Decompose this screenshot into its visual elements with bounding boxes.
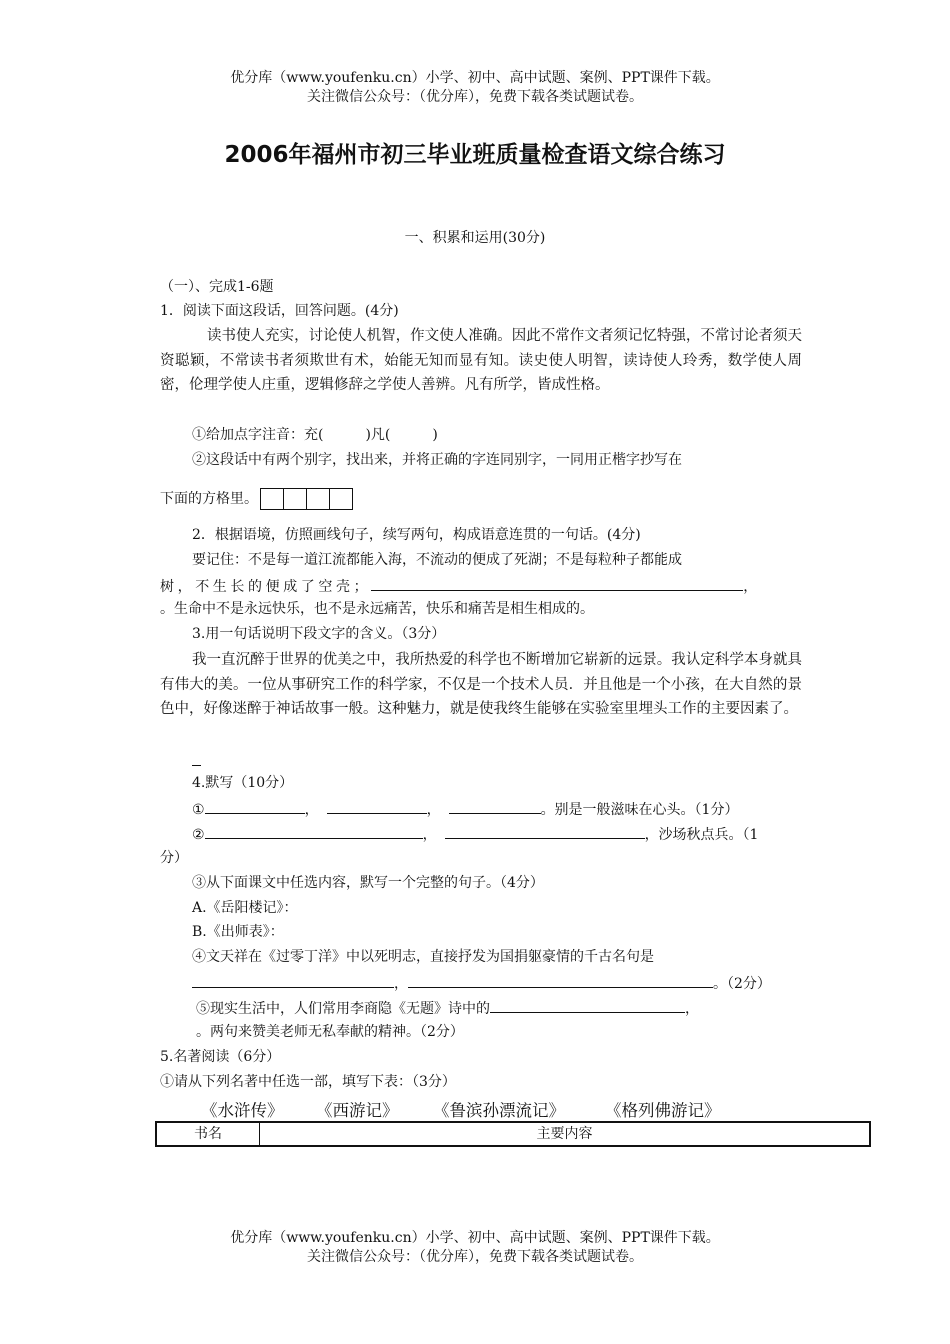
item-tail: 。别是一般滋味在心头。（1分）	[540, 802, 739, 818]
punctuation: ，	[426, 802, 441, 818]
punctuation: ，	[422, 827, 437, 843]
question-2-heading: 2．根据语境，仿照画线句子，续写两句，构成语意连贯的一句话。(4分)	[192, 527, 641, 543]
item-tail: 。（2分）	[713, 976, 771, 992]
punctuation: ，	[743, 579, 761, 595]
question-2-text: 树，不生长的便成了空壳；	[160, 579, 372, 595]
answer-blank[interactable]	[192, 972, 394, 988]
answer-blank[interactable]	[490, 997, 685, 1013]
book-title: 《格列佛游记》	[605, 1101, 721, 1120]
question-4-item-1	[192, 798, 738, 820]
answer-box[interactable]	[283, 488, 306, 510]
header-line-2: 关注微信公众号：（优分库），免费下载各类试题试卷。	[307, 89, 643, 105]
table-header-main-content: 主要内容	[536, 1126, 593, 1142]
book-title: 《西游记》	[316, 1101, 399, 1120]
question-3-heading: 3.用一句话说明下段文字的含义。（3分）	[192, 626, 446, 642]
question-4-item-3: ③从下面课文中任选内容，默写一个完整的句子。（4分）	[192, 875, 544, 891]
answer-blank[interactable]	[205, 798, 305, 814]
answer-blank[interactable]	[327, 798, 427, 814]
question-1-sub-2: ②这段话中有两个别字，找出来，并将正确的字连同别字，一同用正楷字抄写在	[192, 452, 682, 468]
table-header-book-name: 书名	[157, 1123, 260, 1145]
question-4-item-5-line-2: 。两句来赞美老师无私奉献的精神。（2分）	[196, 1024, 464, 1040]
punctuation: ，	[304, 802, 319, 818]
question-4-option-b: B.《出师表》：	[192, 924, 284, 940]
question-1-heading: 1．阅读下面这段话，回答问题。(4分)	[160, 303, 399, 319]
part-heading: （一）、完成1-6题	[160, 279, 274, 295]
book-title: 《水浒传》	[201, 1101, 284, 1120]
question-1-sub-1: ①给加点字注音：充( )凡( )	[192, 427, 438, 443]
header-line-1: 优分库（www.youfenku.cn）小学、初中、高中试题、案例、PPT课件下载。	[230, 70, 720, 86]
answer-blank[interactable]	[205, 823, 423, 839]
question-5-heading: 5.名著阅读（6分）	[160, 1049, 281, 1065]
question-4-heading: 4.默写（10分）	[192, 775, 294, 791]
answer-blank[interactable]	[445, 823, 645, 839]
question-5-sub-1: ①请从下列名著中任选一部，填写下表：（3分）	[160, 1074, 456, 1090]
question-1-passage: 读书使人充实，讨论使人机智，作文使人准确。因此不常作文者须记忆特强，不常讨论者须天资聪颖，不常读书者须欺世有术，始能无知而显有知。读史使人明智，读诗使人玲秀，数学使人周密，伦理学使人庄重，逻辑修辞之学使人善辨。凡有所学，皆成性格。	[160, 328, 802, 393]
question-4-item-4-blanks	[192, 972, 771, 994]
footer-line-1: 优分库（www.youfenku.cn）小学、初中、高中试题、案例、PPT课件下载。	[230, 1230, 720, 1246]
section-heading: 一、积累和运用(30分)	[404, 230, 546, 246]
answer-blank[interactable]	[408, 972, 713, 988]
answer-grid-line	[160, 488, 353, 510]
item-marker: ②	[192, 827, 205, 843]
question-4-item-2	[192, 823, 758, 845]
question-4-option-a: A.《岳阳楼记》：	[192, 900, 298, 916]
question-4-item-4: ④文天祥在《过零丁洋》中以死明志，直接抒发为国捐躯豪情的千古名句是	[192, 949, 654, 965]
question-2-line-2	[160, 575, 761, 597]
item-tail: ，沙场秋点兵。（1	[644, 827, 759, 843]
question-4-item-2-wrap: 分）	[160, 850, 188, 866]
page-title: 2006年福州市初三毕业班质量检查语文综合练习	[224, 142, 726, 168]
answer-blank[interactable]	[371, 575, 743, 591]
item-marker: ①	[192, 802, 205, 818]
answer-blank[interactable]	[192, 765, 201, 766]
book-table	[155, 1121, 871, 1147]
punctuation: ，	[394, 976, 408, 992]
answer-box[interactable]	[306, 488, 329, 510]
answer-box[interactable]	[260, 488, 283, 510]
question-1-sub-2-cont: 下面的方格里。	[160, 491, 258, 507]
punctuation: ，	[685, 1001, 699, 1017]
item-text: ⑤现实生活中，人们常用李商隐《无题》诗中的	[196, 1001, 490, 1017]
footer-line-2: 关注微信公众号：（优分库），免费下载各类试题试卷。	[307, 1249, 643, 1265]
book-title: 《鲁滨孙漂流记》	[433, 1101, 565, 1120]
answer-blank[interactable]	[449, 798, 541, 814]
question-4-item-5	[196, 997, 699, 1019]
question-2-line-1: 要记住：不是每一道江流都能入海，不流动的便成了死湖；不是每粒种子都能成	[192, 552, 682, 568]
question-2-line-3: 。生命中不是永远快乐，也不是永远痛苦，快乐和痛苦是相生相成的。	[160, 601, 594, 617]
question-3-passage: 我一直沉醉于世界的优美之中，我所热爱的科学也不断增加它崭新的远景。我认定科学本身就具有伟大的美。一位从事研究工作的科学家，不仅是一个技术人员．并且他是一个小孩，在大自然的景色中，好像迷醉于神话故事一般。这种魅力，就是使我终生能够在实验室里埋头工作的主要因素了。	[160, 652, 802, 717]
answer-box-grid[interactable]	[260, 488, 353, 510]
answer-box[interactable]	[329, 488, 353, 510]
